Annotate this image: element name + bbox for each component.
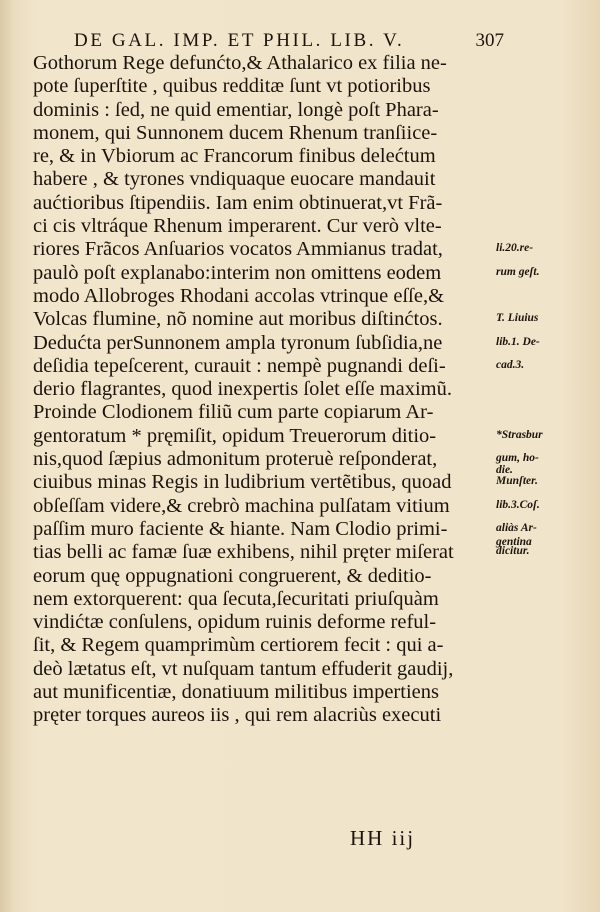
text-line: pote ſuperſtite , quibus redditæ ſunt vt potioribus xyxy=(33,75,431,98)
margin-note: gentina xyxy=(496,535,532,548)
text-line: Dedućta perSunnonem ampla tyronum ſubſidia,ne xyxy=(33,331,443,354)
margin-note: lib.3.Coſ. xyxy=(496,498,540,511)
running-title: DE GAL. IMP. ET PHIL. LIB. V. xyxy=(74,30,405,51)
text-line: aut munificentiæ, donatiuum militibus impertiens xyxy=(33,681,439,704)
text-line: habere , & tyrones vndiquaque euocare mandauit xyxy=(33,168,436,191)
margin-note: dicitur. xyxy=(496,545,530,558)
text-line: obſeſſam videre,& crebrò machina pulſatam vitium xyxy=(33,494,450,517)
text-line: tias belli ac famæ ſuæ exhibens, nihil pręter miſerat xyxy=(33,541,454,564)
text-line: deò lætatus eſt, vt nuſquam tantum effuderit gaudij, xyxy=(33,657,454,680)
text-line: ſit, & Regem quamprimùm certiorem fecit : qui a- xyxy=(33,634,444,657)
text-line: paſſim muro faciente & hiante. Nam Clodio primi- xyxy=(33,517,448,540)
text-line: paulò poſt explanabo:interim non omittens eodem xyxy=(33,261,442,284)
text-line: monem, qui Sunnonem ducem Rhenum tranſiice- xyxy=(33,121,438,144)
text-line: aućtioribus ſtipendiis. Iam enim obtinuerat,vt Frã- xyxy=(33,191,443,214)
margin-note: rum geſt. xyxy=(496,265,540,278)
text-line: Gothorum Rege defunćto,& Athalarico ex filia ne- xyxy=(33,52,447,74)
page-number: 307 xyxy=(475,30,504,51)
signature-mark: HH iij xyxy=(350,826,416,850)
body-text xyxy=(33,52,513,728)
text-line: derio flagrantes, quod inexpertis ſolet eſſe maximũ. xyxy=(33,378,452,401)
text-line: dominis : ſed, ne quid ementiar, longè poſt Phara- xyxy=(33,98,439,121)
text-line: Proinde Clodionem filiũ cum parte copiarum Ar- xyxy=(33,401,434,424)
text-line: deſidia tepeſcerent, curauit : nempè pugnandi deſi- xyxy=(33,354,446,377)
text-line: ciuibus minas Regis in ludibrium vertẽtibus, quoad xyxy=(33,471,452,494)
text-line: nis,quod ſæpius admonitum proteruè reſponderat, xyxy=(33,448,438,471)
text-line: pręter torques aureos iis , qui rem alacriùs executi xyxy=(33,704,442,727)
margin-note: *Strasbur xyxy=(496,428,543,441)
margin-note: T. Liuius xyxy=(496,312,539,325)
text-line: riores Frãcos Anſuarios vocatos Ammianus tradat, xyxy=(33,238,443,261)
margin-note: die. xyxy=(496,463,513,476)
margin-note: cad.3. xyxy=(496,358,525,371)
margin-note: aliàs Ar- xyxy=(496,522,537,534)
text-line: ci cis vltráque Rhenum imperarent. Cur verò vlte- xyxy=(33,215,442,238)
text-line: nem extorquerent: qua ſecuta,ſecuritati priuſquàm xyxy=(33,587,439,610)
margin-note: li.20.re- xyxy=(496,242,534,255)
text-line: vindićtæ conſulens, opidum ruinis deforme reful- xyxy=(33,611,437,634)
margin-note: Munſter. xyxy=(496,475,538,488)
text-line: Volcas flumine, nõ nomine aut moribus diſtinćtos. xyxy=(33,308,443,331)
text-line: gentoratum * pręmiſit, opidum Treuerorum ditio- xyxy=(33,424,437,447)
text-line: re, & in Vbiorum ac Francorum finibus delećtum xyxy=(33,145,436,168)
margin-note: gum, ho- xyxy=(496,452,539,465)
text-line: eorum quę oppugnationi congruerent, & deditio- xyxy=(33,564,432,587)
page-header xyxy=(74,28,504,54)
text-line: modo Allobroges Rhodani accolas vtrinque eſſe,& xyxy=(33,284,445,307)
margin-note: lib.1. De- xyxy=(496,335,540,348)
